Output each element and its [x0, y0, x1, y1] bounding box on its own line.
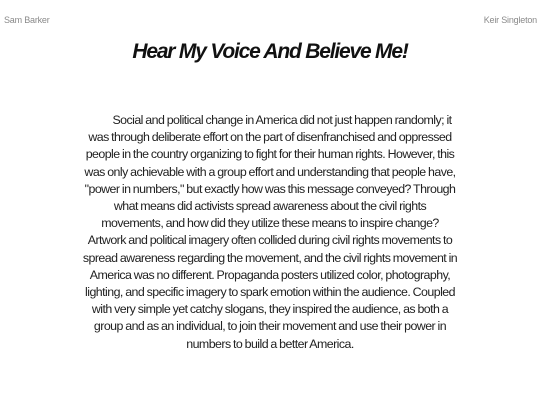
author-right: Keir Singleton	[483, 15, 537, 25]
document-title: Hear My Voice And Believe Me!	[132, 40, 408, 63]
body-paragraph-text: Social and political change in America did not just happen randomly; it was through deliberate effort on the part of disenfranchised and oppressed people in the country organizing to fight for their human rights. However, this was only achievable with a group effort and understanding that people have, "power in numbers," but exactly how was this message conveyed? Through what means did activists spread awareness about the civil rights movements, and how did they utilize these means to inspire change? Artwork and political imagery often collided during civil rights movements to spread awareness regarding the movement, and the civil rights movement in America was no different. Propaganda posters utilized color, photography, lighting, and specific imagery to spark emotion within the audience. Coupled with very simple yet catchy slogans, they inspired the audience, as both a group and as an individual, to join their movement and use their power in numbers to build a better America.	[82, 113, 458, 351]
author-left: Sam Barker	[4, 15, 50, 25]
body-paragraph	[82, 112, 458, 353]
